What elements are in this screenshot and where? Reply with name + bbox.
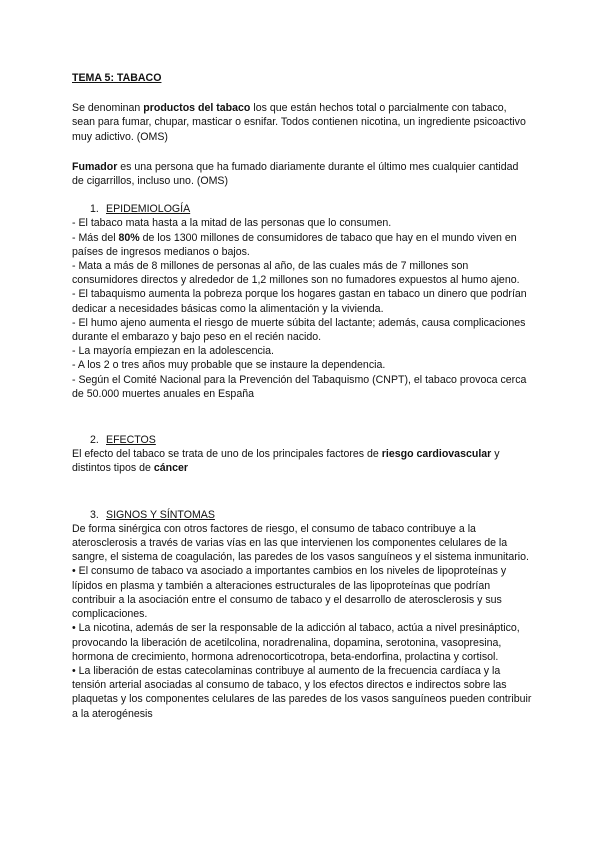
section-label: SIGNOS Y SÍNTOMAS <box>106 508 215 521</box>
efectos-bold-1: riesgo cardiovascular <box>381 448 492 461</box>
list-item: - La mayoría empiezan en la adolescencia. <box>72 345 274 358</box>
intro-paragraph <box>72 101 532 144</box>
section-heading-signos <box>72 508 532 522</box>
signos-bullet: • La nicotina, además de ser la responsable de la adicción al tabaco, actúa a nivel presináptico, provocando la liberación de acetilcolina, noradrenalina, dopamina, serotonina, vasopresina, hormona de crecimiento, hormona adrenocorticotropa, beta-endorfina, prolactina y cortisol. <box>72 622 520 663</box>
document-content <box>72 71 532 721</box>
efectos-text-1: El efecto del tabaco se trata de uno de los principales factores de <box>72 448 382 461</box>
intro-text-2: los que están hechos total o parcialmente con tabaco, sean para fumar, chupar, masticar o esnifar. Todos contienen nicotina, un ingrediente psicoactivo muy adictivo. (OMS) <box>72 102 526 143</box>
fumador-text: es una persona que ha fumado diariamente durante el último mes cualquier cantidad de cigarrillos, incluso uno. (OMS) <box>72 160 519 188</box>
section-number: 2. <box>90 434 99 447</box>
bold-percent: 80% <box>118 231 140 244</box>
section-label: EFECTOS <box>106 434 156 447</box>
intro-bold-term: productos del tabaco <box>143 102 251 115</box>
section-label: EPIDEMIOLOGÍA <box>106 203 191 216</box>
signos-bullet: • La liberación de estas catecolaminas contribuye al aumento de la frecuencia cardíaca y la tensión arterial asociadas al consumo de tabaco, y los efectos directos e indirectos sobre las plaquetas y los componentes celulares de las paredes de los vasos sanguíneos pueden contribuir a la aterogénesis <box>72 664 532 720</box>
epidemiologia-list <box>72 216 532 401</box>
list-item: - El humo ajeno aumenta el riesgo de muerte súbita del lactante; además, causa complicaciones durante el embarazo y bajo peso en el recién nacido. <box>72 316 526 344</box>
list-item: - El tabaco mata hasta a la mitad de las personas que lo consumen. <box>72 217 392 230</box>
list-item: - Mata a más de 8 millones de personas al año, de las cuales más de 7 millones son consumidores directos y alrededor de 1,2 millones son no fumadores expuestos al humo ajeno. <box>72 260 520 287</box>
section-number: 1. <box>90 203 99 216</box>
list-item: - A los 2 o tres años muy probable que se instaure la dependencia. <box>72 359 386 372</box>
section-number: 3. <box>90 508 99 521</box>
signos-bullet: • El consumo de tabaco va asociado a importantes cambios en los niveles de lipoproteínas y lípidos en plasma y también a alteraciones estructurales de las lipoproteínas que podrían contribuir a la asociación entre el consumo de tabaco y el desarrollo de aterosclerosis y sus complicaciones. <box>72 565 507 621</box>
section-heading-epidemiologia <box>72 202 532 216</box>
efectos-paragraph <box>72 447 532 475</box>
fumador-bold-term: Fumador <box>72 160 118 173</box>
signos-paragraph: De forma sinérgica con otros factores de riesgo, el consumo de tabaco contribuye a la aterosclerosis a través de varias vías en las que intervienen los componentes celulares de la sangre, el sistema de coagulación, las paredes de los vasos sanguíneos y el sistema inmunitario. <box>72 522 529 564</box>
list-item: - Más del 80% de los 1300 millones de consumidores de tabaco que hay en el mundo viven en países de ingresos medianos o bajos. <box>72 231 517 258</box>
fumador-paragraph <box>72 160 532 188</box>
intro-text-1: Se denominan <box>72 102 144 115</box>
efectos-text-2: y distintos tipos de <box>72 448 500 475</box>
section-heading-efectos <box>72 433 532 447</box>
list-item: - Según el Comité Nacional para la Prevención del Tabaquismo (CNPT), el tabaco provoca cerca de 50.000 muertes anuales en España <box>72 373 527 400</box>
list-item: - El tabaquismo aumenta la pobreza porque los hogares gastan en tabaco un dinero que podrían dedicar a necesidades básicas como la alimentación y la vivienda. <box>72 288 527 315</box>
page-title: TEMA 5: TABACO <box>72 72 162 84</box>
efectos-bold-2: cáncer <box>153 462 189 475</box>
